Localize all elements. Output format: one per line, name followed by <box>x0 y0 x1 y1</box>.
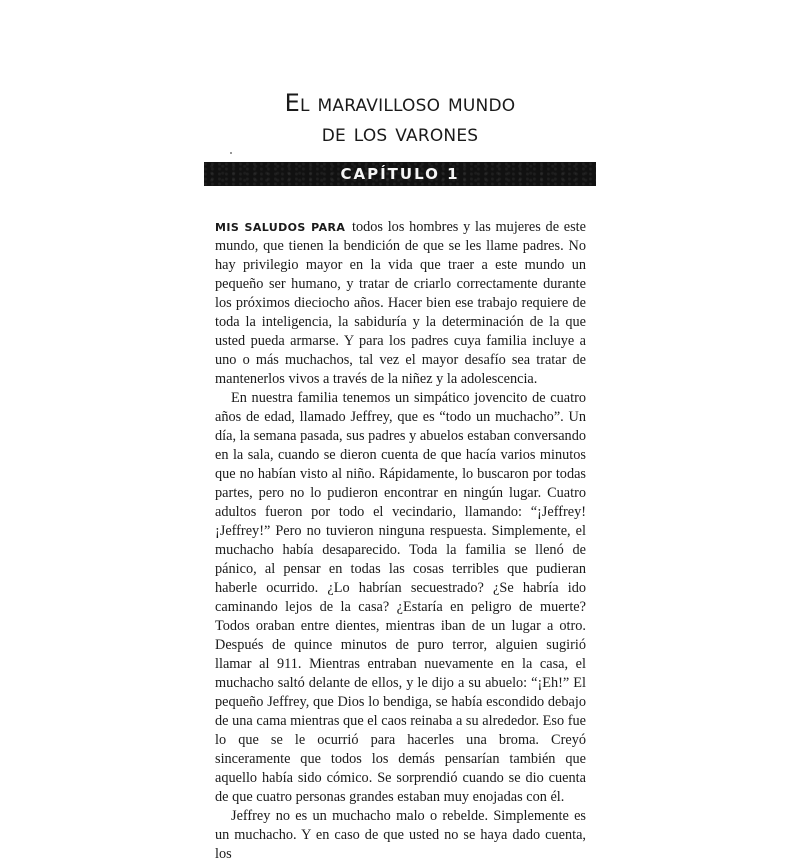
paragraph-3: Jeffrey no es un muchacho malo o rebelde. Simplemente es un muchacho. Y en caso de que usted no se haya dado cuenta, los <box>215 808 586 862</box>
lead-in-caps: MIS SALUDOS PARA <box>215 221 346 234</box>
chapter-number-label: CAPÍTULO 1 <box>340 165 460 183</box>
paragraph-1-text: todos los hombres y las mujeres de este mundo, que tienen la bendición de que se les llame padres. No hay privilegio mayor en la vida que traer a este mundo un pequeño ser humano, y tratar de criarlo correctamente durante los próximos dieciocho años. Hacer bien ese trabajo requiere de toda la inteligencia, la sabiduría y la determinación de la que usted pueda armarse. Y para los padres cuya familia incluye a uno o más muchachos, tal vez el mayor desafío sea tratar de mantenerlos vivos a través de la niñez y la adolescencia. <box>215 219 586 387</box>
scan-speck <box>230 152 232 154</box>
chapter-title-line-1: El maravilloso mundo <box>284 89 516 117</box>
chapter-title-line-2: de los varones <box>321 119 479 147</box>
paragraph-2: En nuestra familia tenemos un simpático jovencito de cuatro años de edad, llamado Jeffrey, que es “todo un muchacho”. Un día, la semana pasada, sus padres y abuelos estaban conversando en la sala, cuando se dieron cuenta de que hacía varios minutos que no habían visto al niño. Rápidamente, lo buscaron por todas partes, pero no lo pudieron encontrar en ningún lugar. Cuatro adultos fueron por todo el vecindario, llamando: “¡Jeffrey! ¡Jeffrey!” Pero no tuvieron ninguna respuesta. Simplemente, el muchacho había desaparecido. Toda la familia se llenó de pánico, al pensar en todas las cosas terribles que pudieran haberle ocurrido. ¿Lo habrían secuestrado? ¿Se habría ido caminando lejos de la casa? ¿Estaría en peligro de muerte? Todos oraban entre dientes, mientras iban de un lugar a otro. Después de quince minutos de puro terror, alguien sugirió llamar al 911. Mientras entraban nuevamente en la casa, el muchacho saltó delante de ellos, y le dijo a su abuelo: “¡Eh!” El pequeño Jeffrey, que Dios lo bendiga, se había escondido debajo de una cama mientras que el caos reinaba a su alrededor. Eso fue lo que se le ocurrió para hacerles una broma. Creyó sinceramente que todos los demás pensarían también que aquello había sido cómico. Se sorprendió cuando se dio cuenta de que cuatro personas grandes estaban muy enojadas con él. <box>215 390 586 805</box>
paragraph-1 <box>215 218 586 389</box>
chapter-title <box>0 88 800 148</box>
chapter-banner <box>204 162 596 186</box>
body-text <box>215 218 586 864</box>
